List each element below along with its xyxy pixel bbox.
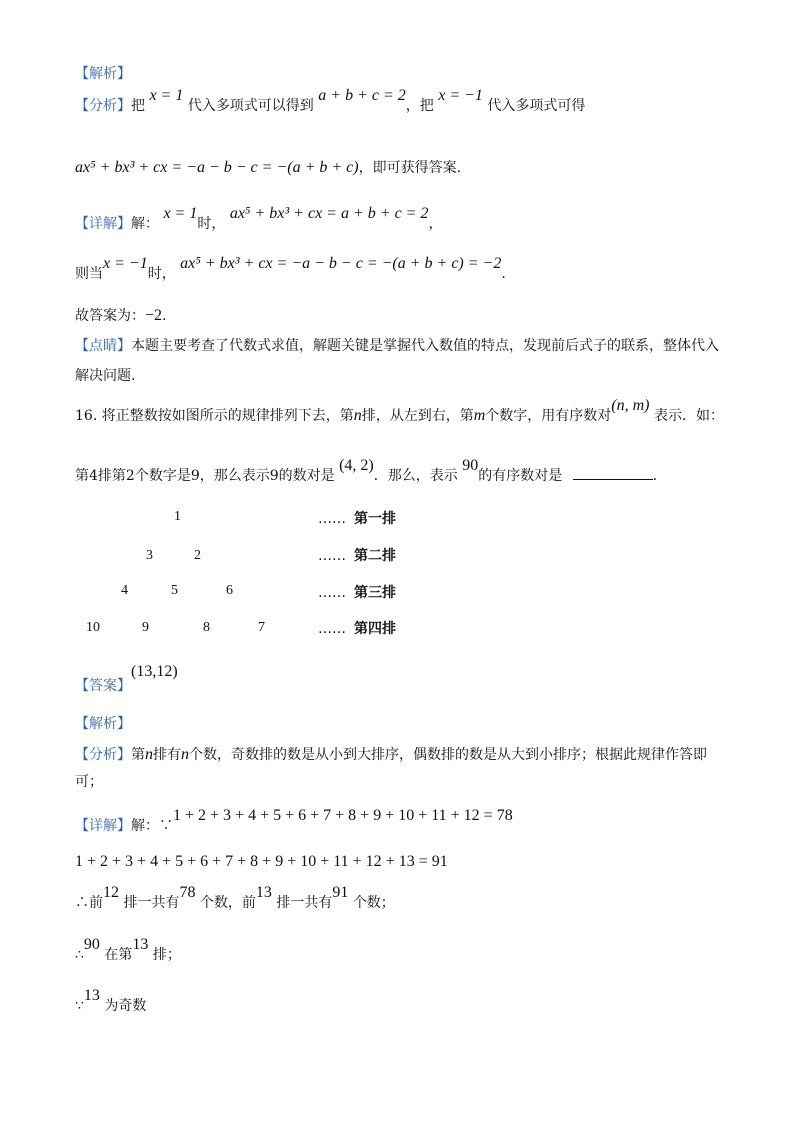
math-expr: x = 1: [163, 205, 198, 222]
text: 为奇数: [104, 998, 147, 1014]
math-num: 90: [83, 936, 100, 953]
pyramid-number: 10: [86, 620, 100, 635]
text: ∴: [75, 947, 84, 963]
xiangjie-line-2: [75, 255, 506, 284]
text: 表示．如：: [653, 408, 724, 424]
math-expr: −2: [145, 307, 163, 324]
text: 代入多项式可得: [487, 98, 586, 114]
dots: ……: [318, 548, 346, 564]
jiexi-heading-2: 【解析】: [75, 716, 131, 732]
math-num: 13: [83, 987, 100, 1004]
text: ∴前: [75, 895, 103, 911]
text: ，把: [405, 98, 434, 114]
pyramid-number: 8: [203, 620, 210, 635]
text: ．那么，表示: [373, 468, 458, 484]
text: 将正整数按如图所示的规律排列下去，第: [101, 408, 354, 424]
dianjing-line-2: 解决问题.: [75, 368, 136, 384]
row-label-1: [318, 508, 396, 528]
row-name: 第四排: [354, 621, 396, 637]
math-expr: 90: [462, 457, 479, 474]
math-num: 12: [103, 884, 119, 901]
dianjing-line-1: [75, 336, 719, 356]
xiangjie-line-q16: [75, 807, 513, 836]
dots: ……: [318, 621, 346, 637]
text: 本题主要考查了代数式求值，解题关键是掌握代入数值的特点，发现前后式子的联系，整体代入: [131, 338, 719, 354]
math-num: 13: [132, 936, 149, 953]
text: 个数，前: [199, 895, 256, 911]
math-var: n: [145, 746, 153, 763]
row-label-2: [318, 545, 396, 565]
dianjing-tag: 【点睛】: [75, 338, 131, 354]
text: 故答案为：: [75, 308, 145, 324]
math-expr: 1 + 2 + 3 + 4 + 5 + 6 + 7 + 8 + 9 + 10 + 11 + 12 + 13 = 91: [75, 853, 448, 870]
text: ∵: [75, 998, 84, 1014]
math-expr: a + b + c = 2: [318, 87, 406, 104]
text: 则当: [75, 266, 103, 282]
text: .: [501, 266, 506, 282]
conclusion-line-2: [75, 936, 181, 965]
pyramid-number: 5: [171, 583, 178, 598]
text: 第: [131, 747, 145, 763]
math-num: 91: [332, 884, 349, 901]
conclusion-line-1: [75, 884, 395, 913]
pyramid-number: 7: [258, 620, 265, 635]
xiangjie-tag: 【详解】: [75, 216, 131, 232]
dots: ……: [318, 511, 346, 527]
text: ，即可获得答案.: [358, 160, 462, 176]
text: 时，: [197, 216, 226, 232]
answer-line: [75, 663, 178, 696]
text: 代入多项式可以得到: [187, 98, 314, 114]
text: 排一共有: [276, 895, 333, 911]
math-num: 78: [179, 884, 196, 901]
fenxi-line-1: [75, 87, 586, 116]
math-var: n: [181, 746, 189, 763]
pyramid-number: 4: [121, 583, 128, 598]
row-name: 第一排: [354, 511, 396, 527]
text: 排，从左到右，第: [361, 408, 474, 424]
math-var: n: [353, 407, 362, 424]
text: 个数字，用有序数对: [485, 408, 612, 424]
text: 排；: [152, 947, 181, 963]
text: 排有: [153, 747, 181, 763]
math-expr: x = 1: [149, 87, 184, 104]
math-expr: x = −1: [438, 87, 483, 104]
text: 第4排第2个数字是9，那么表示9的数对是: [75, 468, 335, 484]
answer-value: (13,12): [131, 663, 178, 680]
fenxi-line-q16-2: 可；: [75, 774, 103, 790]
xiangjie-tag: 【详解】: [75, 818, 131, 834]
text: 排一共有: [123, 895, 180, 911]
text: 时，: [147, 266, 176, 282]
jiexi-heading: 【解析】: [75, 66, 131, 82]
pyramid-number: 2: [194, 548, 201, 563]
math-expr: (n, m): [611, 397, 650, 414]
math-expr: ax⁵ + bx³ + cx = −a − b − c = −(a + b + c): [75, 159, 359, 176]
xiangjie-line-1: [75, 205, 443, 234]
math-expr: 1 + 2 + 3 + 4 + 5 + 6 + 7 + 8 + 9 + 10 + 11 + 12 = 78: [173, 807, 513, 824]
row-label-3: [318, 582, 396, 602]
math-num: 13: [255, 884, 272, 901]
pyramid-number: 6: [226, 583, 233, 598]
math-var: m: [473, 407, 486, 424]
pyramid-number: 9: [142, 620, 149, 635]
fenxi-tag: 【分析】: [75, 98, 131, 114]
fenxi-line-q16: [75, 745, 707, 765]
text: 在第: [104, 947, 133, 963]
daan-line: [75, 306, 166, 326]
question-16-line-1: [75, 397, 724, 426]
row-label-4: [318, 618, 396, 638]
text: 解：∵: [131, 818, 173, 834]
pyramid-number: 1: [174, 509, 181, 524]
text: 解：: [131, 216, 159, 232]
math-expr: ax⁵ + bx³ + cx = −a − b − c = −(a + b + c) = −2: [180, 255, 502, 272]
text: 的有序数对是: [478, 468, 563, 484]
text: 个数；: [352, 895, 395, 911]
text: .: [162, 308, 167, 324]
text: .: [652, 468, 658, 484]
question-number: 16.: [75, 408, 98, 424]
pyramid-number: 3: [146, 548, 153, 563]
fenxi-tag: 【分析】: [75, 747, 131, 763]
daan-tag: 【答案】: [75, 678, 131, 694]
text: 个数，奇数排的数是从小到大排序，偶数排的数是从大到小排序；根据此规律作答即: [189, 747, 707, 763]
text: ，: [428, 216, 443, 232]
fenxi-line-2: [75, 158, 461, 178]
answer-blank[interactable]: [573, 479, 653, 480]
math-expr: ax⁵ + bx³ + cx = a + b + c = 2: [229, 205, 429, 222]
row-name: 第三排: [354, 585, 396, 601]
math-expr: x = −1: [103, 255, 148, 272]
row-name: 第二排: [354, 548, 396, 564]
dots: ……: [318, 585, 346, 601]
conclusion-line-3: [75, 987, 147, 1016]
math-expr: (4, 2): [339, 457, 374, 474]
sum-line: [75, 852, 448, 872]
question-16-line-2: [75, 457, 658, 486]
text: 把: [131, 98, 145, 114]
